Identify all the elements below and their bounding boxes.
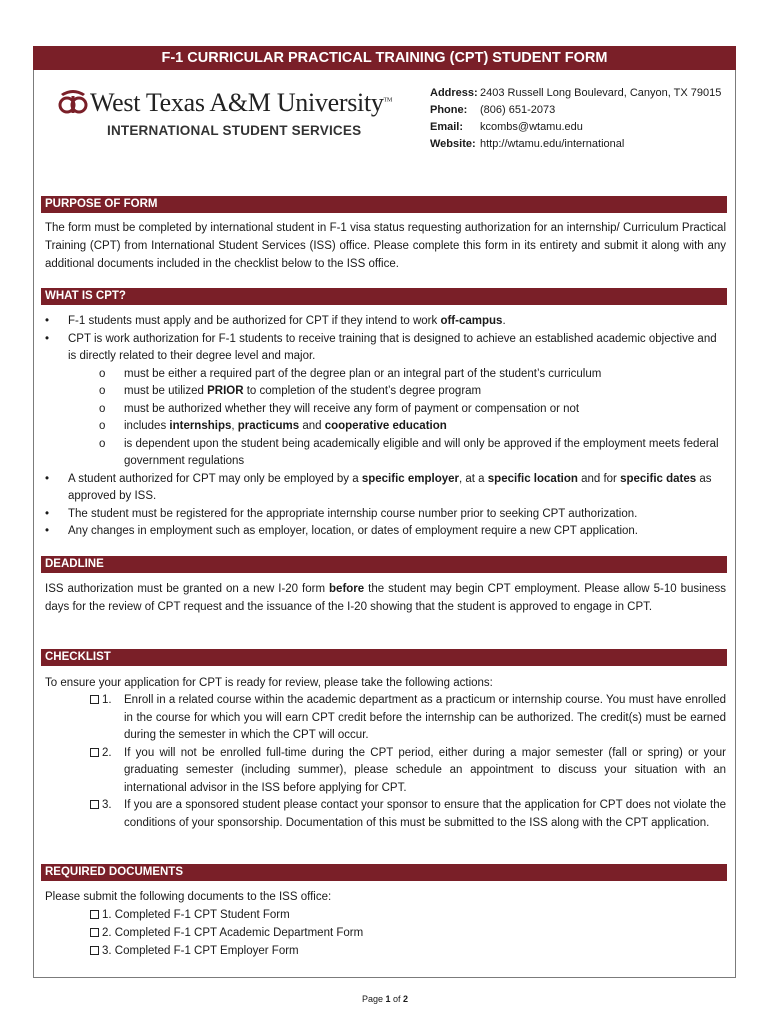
logo-wordmark: West Texas A&M University™ xyxy=(90,88,392,117)
list-item: • Any changes in employment such as employer, location, or dates of employment require a new CPT application. xyxy=(45,523,726,541)
list-item: • A student authorized for CPT may only be employed by a specific employer, at a specific location and for specific dates as approved by ISS. xyxy=(45,471,726,506)
section-heading-checklist: CHECKLIST xyxy=(41,649,727,666)
what-is-cpt-list xyxy=(45,313,726,541)
purpose-text: The form must be completed by international student in F-1 visa status requesting authorization for an internship/ Curriculum Practical Training (CPT) from International Student Services (ISS) office. Please complete this form in its entirety and submit it along with any additional documents included in the checklist below to the ISS office. xyxy=(45,222,726,270)
list-item: • F-1 students must apply and be authorized for CPT if they intend to work off-campus. xyxy=(45,313,726,331)
university-logo xyxy=(56,80,406,150)
list-item: • CPT is work authorization for F-1 students to receive training that is designed to achieve an established academic objective and is directly related to their degree level and major. o must be either a required part of the degree plan or an integral part of the student’s curriculum o must be utilized PRIOR to completion of the student’s degree program o must be authorized whether they will receive any form of payment or compensation or not o includes internships, practicums and cooperative education o is dependent upon the student being academically eligible and will only be approved if the employment meets federal government regulations xyxy=(45,331,726,471)
contact-block xyxy=(430,85,721,153)
checkbox[interactable] xyxy=(90,946,99,955)
list-item: 1. Completed F-1 CPT Student Form xyxy=(90,906,363,924)
checklist-item: 2. If you will not be enrolled full-time during the CPT period, either during a major semester (fall or spring) or your graduating semester (including summer), please schedule an appointment to discuss your situation with an international advisor in the ISS before applying for CPT. xyxy=(90,745,726,798)
checklist-intro: To ensure your application for CPT is ready for review, please take the following actions: xyxy=(45,677,493,689)
contact-email: Email: kcombs@wtamu.edu xyxy=(430,121,583,133)
sub-list-item: o must be authorized whether they will receive any form of payment or compensation or not xyxy=(68,401,726,419)
section-heading-purpose: PURPOSE OF FORM xyxy=(41,196,727,213)
checklist-items xyxy=(90,692,726,832)
list-item: 2. Completed F-1 CPT Academic Department Form xyxy=(90,924,363,942)
contact-address: Address: 2403 Russell Long Boulevard, Canyon, TX 79015 xyxy=(430,87,722,99)
deadline-text: ISS authorization must be granted on a new I-20 form before the student may begin CPT employment. Please allow 5-10 business days for the review of CPT request and the issuance of the I-20 showing that the student is approved to engage in CPT. xyxy=(45,583,726,613)
checkbox[interactable] xyxy=(90,748,99,757)
form-title: F-1 CURRICULAR PRACTICAL TRAINING (CPT) STUDENT FORM xyxy=(33,46,736,70)
sub-list-item: o is dependent upon the student being academically eligible and will only be approved if the employment meets federal government regulations xyxy=(68,436,726,471)
website-link[interactable]: http://wtamu.edu/international xyxy=(480,138,625,150)
required-intro: Please submit the following documents to the ISS office: xyxy=(45,891,332,903)
sub-list-item: o must be utilized PRIOR to completion of the student’s degree program xyxy=(68,383,726,401)
checkbox[interactable] xyxy=(90,695,99,704)
sub-list-item: o must be either a required part of the degree plan or an integral part of the student’s curriculum xyxy=(68,366,726,384)
email-link[interactable]: kcombs@wtamu.edu xyxy=(480,121,583,133)
required-documents-list xyxy=(90,906,363,960)
sub-list-item: o includes internships, practicums and cooperative education xyxy=(68,418,726,436)
checklist-item: 1. Enroll in a related course within the academic department as a practicum or internship course. You must have enrolled in the course for which you will earn CPT credit before the internship can be authorized. The credit(s) must be earned during the semester in which the CPT will occur. xyxy=(90,692,726,745)
checklist-item: 3. If you are a sponsored student please contact your sponsor to ensure that the application for CPT does not violate the conditions of your sponsorship. Documentation of this must be submitted to the ISS along with the CPT application. xyxy=(90,797,726,832)
university-seal-icon xyxy=(56,84,90,118)
sub-list xyxy=(68,366,726,471)
section-heading-required-documents: REQUIRED DOCUMENTS xyxy=(41,864,727,881)
checkbox[interactable] xyxy=(90,910,99,919)
logo-subtitle: INTERNATIONAL STUDENT SERVICES xyxy=(107,123,362,138)
section-heading-deadline: DEADLINE xyxy=(41,556,727,573)
contact-website: Website: http://wtamu.edu/international xyxy=(430,138,625,150)
page-number: Page 1 of 2 xyxy=(361,994,409,1004)
list-item: 3. Completed F-1 CPT Employer Form xyxy=(90,942,363,960)
contact-phone: Phone: (806) 651-2073 xyxy=(430,104,556,116)
checkbox[interactable] xyxy=(90,928,99,937)
section-heading-what-is-cpt: WHAT IS CPT? xyxy=(41,288,727,305)
list-item: • The student must be registered for the appropriate internship course number prior to seeking CPT authorization. xyxy=(45,506,726,524)
checkbox[interactable] xyxy=(90,800,99,809)
